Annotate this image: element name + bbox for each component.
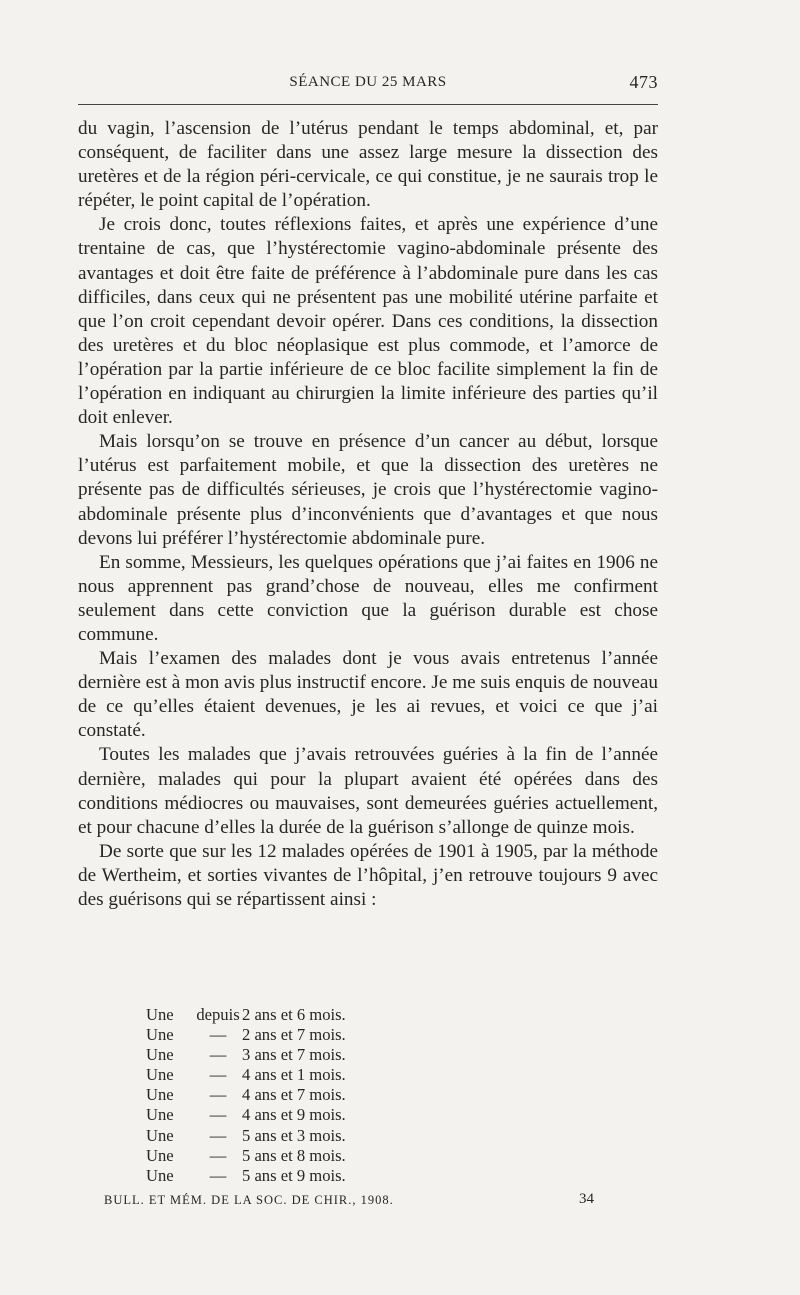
list-item-duration: 5 ans et 8 mois. xyxy=(242,1145,346,1165)
list-item-duration: 2 ans et 6 mois. xyxy=(242,1005,346,1024)
header-rule xyxy=(78,104,658,105)
list-item-connector: — xyxy=(209,1145,227,1165)
list-item-duration: 4 ans et 1 mois. xyxy=(242,1065,346,1085)
list-item-connector: — xyxy=(209,1025,227,1045)
page-footer xyxy=(104,1193,594,1208)
list-item-connector: — xyxy=(209,1045,227,1065)
paragraph: De sorte que sur les 12 malades opérées de 1901 à 1905, par la méthode de Wertheim, et sorties vivantes de l’hôpital, j’en retrouve toujours 9 avec des guérisons qui se répartissent ainsi : xyxy=(78,840,658,910)
list-item-duration: 5 ans et 3 mois. xyxy=(242,1125,346,1145)
list-item-connector: — xyxy=(209,1125,227,1145)
list-item xyxy=(146,1005,346,1025)
list-item xyxy=(146,1045,346,1065)
list-item-duration: 4 ans et 7 mois. xyxy=(242,1085,346,1105)
list-item-duration: 4 ans et 9 mois. xyxy=(242,1105,346,1125)
body-text xyxy=(78,117,658,912)
list-item xyxy=(146,1085,346,1105)
list-item-subject: Une xyxy=(146,1005,174,1024)
list-item-subject: Une xyxy=(146,1145,174,1165)
list-item-subject: Une xyxy=(146,1125,174,1145)
paragraph: Mais l’examen des malades dont je vous avais entretenus l’année dernière est à mon avis plus instructif encore. Je me suis enquis de nouveau de ce qu’elles étaient devenues, je les ai revues, et voici ce que j’ai constaté. xyxy=(78,648,658,742)
list-item-connector: — xyxy=(209,1165,227,1185)
list-item-subject: Une xyxy=(146,1065,174,1085)
list-item-subject: Une xyxy=(146,1025,174,1045)
paragraph: Je crois donc, toutes réflexions faites, et après une expérience d’une trentaine de cas, que l’hystérectomie vagino-abdominale présente des avantages et doit être faite de préférence à l’abdominale pure dans les cas difficiles, dans ceux qui ne présentent pas une mobilité utérine parfaite et que l’on croit cependant devoir opérer. Dans ces conditions, la dissection des uretères et du bloc néoplasique est plus commode, et l’amorce de l’opération par la partie inférieure de ce bloc facilite simplement la fin de l’opération en indiquant au chirurgien la limite inférieure des parties qu’il doit enlever. xyxy=(78,214,658,429)
list-item-connector: — xyxy=(209,1065,227,1085)
list-item-duration: 2 ans et 7 mois. xyxy=(242,1025,346,1045)
list-item-subject: Une xyxy=(146,1165,174,1185)
header-title: SÉANCE DU 25 MARS xyxy=(289,74,447,90)
list-item xyxy=(146,1166,346,1186)
list-item-connector: — xyxy=(209,1085,227,1105)
journal-reference: BULL. ET MÉM. DE LA SOC. DE CHIR., 1908. xyxy=(104,1193,394,1207)
list-item-subject: Une xyxy=(146,1045,174,1065)
list-item xyxy=(146,1065,346,1085)
paragraph: Mais lorsqu’on se trouve en présence d’un cancer au début, lorsque l’utérus est parfaitement mobile, et que la dissection des uretères ne présente pas de difficultés sérieuses, je crois que l’hystérectomie vagino-abdominale présente plus d’inconvénients que d’avantages et que nous devons lui préférer l’hystérectomie abdominale pure. xyxy=(78,431,658,549)
list-item-subject: Une xyxy=(146,1085,174,1105)
recovery-list xyxy=(146,1005,346,1186)
list-item xyxy=(146,1105,346,1125)
page-number: 473 xyxy=(629,72,658,92)
list-item xyxy=(146,1025,346,1045)
list-item-duration: 5 ans et 9 mois. xyxy=(242,1165,346,1185)
running-header xyxy=(78,72,658,98)
list-item-connector: — xyxy=(209,1105,227,1125)
signature-mark: 34 xyxy=(579,1191,594,1207)
paragraph: Toutes les malades que j’avais retrouvées guéries à la fin de l’année dernière, malades qui pour la plupart avaient été opérées dans des conditions médiocres ou mauvaises, sont demeurées guéries actuellement, et pour chacune d’elles la durée de la guérison s’allonge de quinze mois. xyxy=(78,744,658,838)
paragraph: En somme, Messieurs, les quelques opérations que j’ai faites en 1906 ne nous apprennent pas grand’chose de nouveau, elles me confirment seulement dans cette conviction que la guérison durable est chose commune. xyxy=(78,551,658,645)
list-item-connector: depuis xyxy=(196,1005,240,1024)
list-item-duration: 3 ans et 7 mois. xyxy=(242,1045,346,1065)
list-item xyxy=(146,1146,346,1166)
paragraph: du vagin, l’ascension de l’utérus pendant le temps abdominal, et, par conséquent, de faciliter dans une assez large mesure la dissection des uretères et de la région péri-cervicale, ce qui constitue, je ne saurais trop le répéter, le point capital de l’opération. xyxy=(78,118,658,212)
list-item xyxy=(146,1126,346,1146)
list-item-subject: Une xyxy=(146,1105,174,1125)
